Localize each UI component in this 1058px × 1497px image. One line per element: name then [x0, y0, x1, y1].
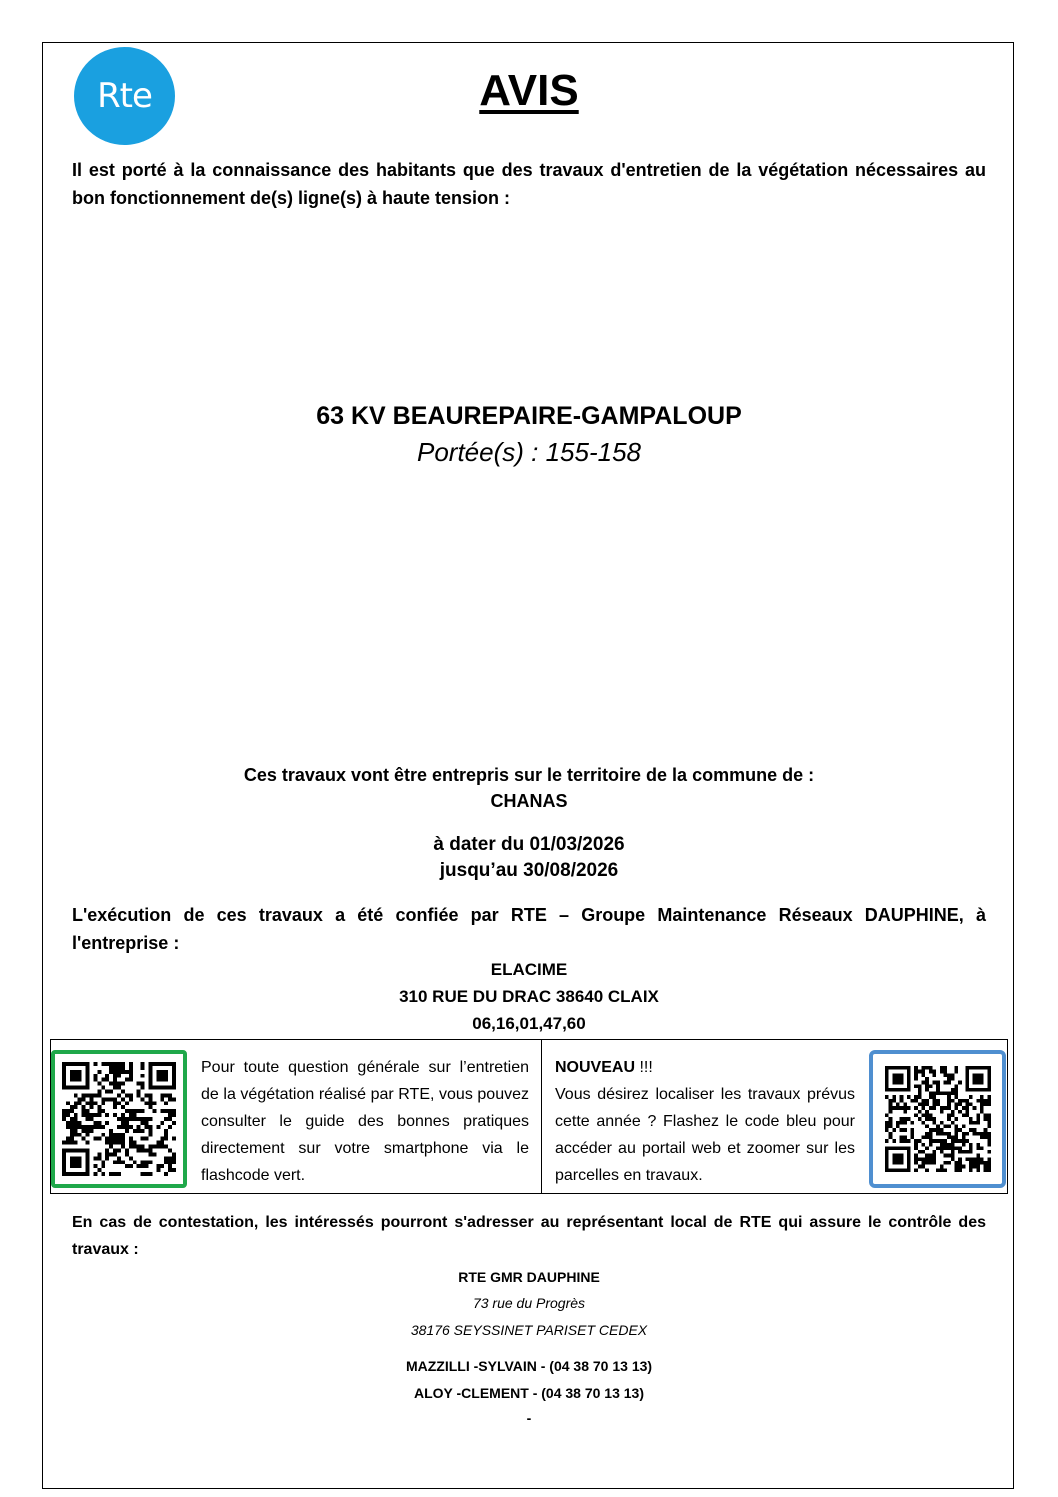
trailing-dash: -	[526, 1410, 532, 1426]
portal-text: Vous désirez localiser les travaux prévus cette année ? Flashez le code bleu pour accéder au portail web et zoomer sur les parcelles en travaux.	[555, 1086, 855, 1184]
company-address: 310 RUE DU DRAC 38640 CLAIX	[399, 987, 659, 1006]
representative-street: 73 rue du Progrès	[472, 1295, 586, 1311]
portal-text-block	[555, 1054, 855, 1189]
company-name: ELACIME	[490, 960, 568, 979]
guide-text: Pour toute question générale sur l’entretien de la végétation réalisé par RTE, vous pouvez consulter le guide des bonnes pratiques directement sur votre smartphone via le flashcode vert.	[201, 1059, 529, 1184]
logo-text: Rte	[97, 76, 152, 116]
representative-city: 38176 SEYSSINET PARISET CEDEX	[410, 1322, 648, 1338]
date-end: jusqu’au 30/08/2026	[439, 860, 619, 881]
green-qr-icon	[62, 1062, 176, 1176]
intro-paragraph: Il est porté à la connaissance des habitants que des travaux d'entretien de la végétation nécessaires au bon fonctionnement de(s) ligne(s) à haute tension :	[72, 160, 986, 208]
qr-info-box	[50, 1039, 1008, 1194]
blue-qr-icon	[885, 1066, 991, 1172]
page-title: AVIS	[479, 66, 579, 115]
company-phone: 06,16,01,47,60	[472, 1014, 586, 1033]
nouveau-heading	[555, 1054, 855, 1081]
contact-2: ALOY -CLEMENT - (04 38 70 13 13)	[413, 1385, 645, 1401]
commune-name: CHANAS	[490, 791, 568, 811]
contact-1: MAZZILLI -SYLVAIN - (04 38 70 13 13)	[405, 1358, 653, 1374]
commune-intro: Ces travaux vont être entrepris sur le territoire de la commune de :	[243, 765, 815, 785]
contest-paragraph: En cas de contestation, les intéressés pourront s'adresser au représentant local de RTE qui assure le contrôle des travaux :	[72, 1214, 986, 1258]
date-start: à dater du 01/03/2026	[433, 834, 625, 855]
representative-name: RTE GMR DAUPHINE	[458, 1269, 600, 1285]
line-name: 63 KV BEAUREPAIRE-GAMPALOUP	[316, 402, 742, 430]
nouveau-label: NOUVEAU	[555, 1059, 636, 1076]
execution-paragraph: L'exécution de ces travaux a été confiée par RTE – Groupe Maintenance Réseaux DAUPHINE, à l'entreprise :	[72, 905, 986, 953]
line-portee: Portée(s) : 155-158	[416, 437, 641, 467]
green-qr-code[interactable]	[51, 1050, 187, 1188]
blue-qr-code[interactable]	[869, 1050, 1006, 1188]
nouveau-suffix: !!!	[635, 1059, 653, 1076]
qr-box-divider	[541, 1039, 542, 1194]
